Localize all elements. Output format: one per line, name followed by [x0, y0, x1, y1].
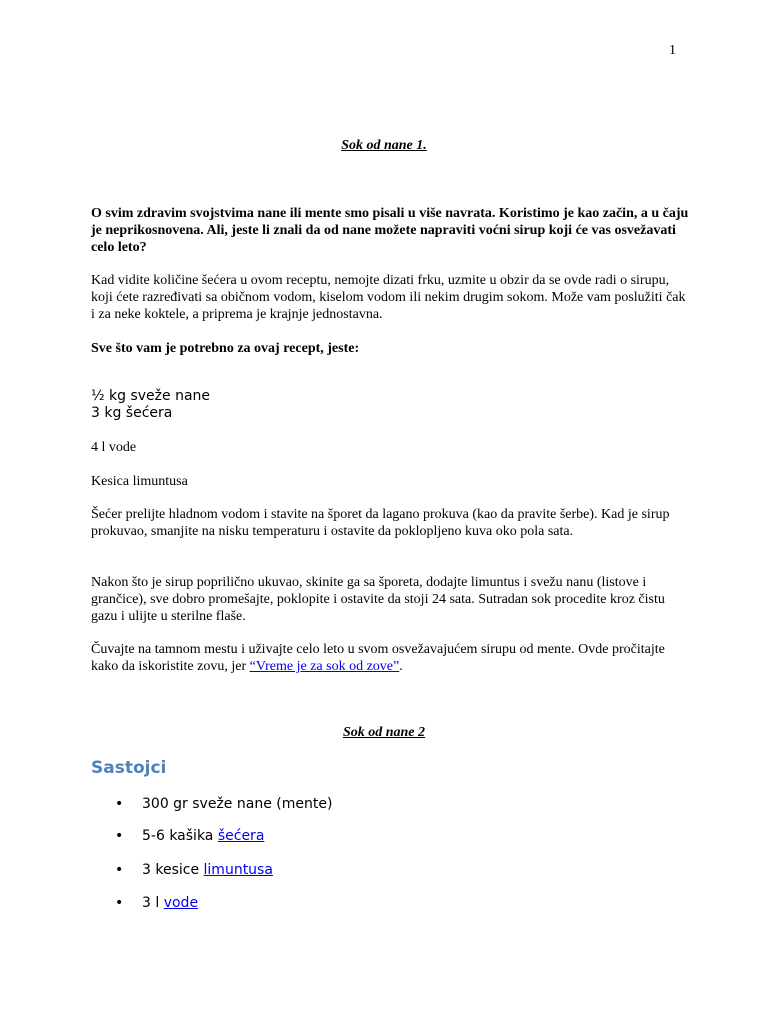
section2-title: Sok od nane 2 [342, 725, 426, 740]
ingredient-text: 3 kesice [142, 862, 204, 878]
paragraph-storage [91, 641, 691, 675]
list-item [115, 862, 273, 879]
citric-acid-link[interactable]: limuntusa [203, 862, 273, 878]
ingredient-text: 5-6 kašika [142, 828, 218, 844]
storage-text: Čuvajte na tamnom mestu i uživajte celo leto u svom osvežavajućem sirupu od mente. Ovde pročitajte kako da iskoristite zovu, jer [91, 642, 665, 674]
ingredient-water: 4 l vode [91, 440, 137, 455]
paragraph-boil: Šećer prelijte hladnom vodom i stavite na šporet da lagano prokuva (kao da pravite šerbe). Kad je sirup prokuvao, smanjite na nisku temperaturu i ostavite da poklopljeno kuva oko pola sata. [91, 507, 670, 539]
bullet-icon: • [115, 828, 124, 844]
ingredient-mint: ½ kg sveže nane [91, 388, 211, 404]
ingredient-text: 3 l [142, 895, 164, 911]
storage-text-end: . [399, 659, 403, 674]
list-item [115, 895, 198, 912]
bullet-icon: • [115, 796, 124, 812]
needed-heading: Sve što vam je potrebno za ovaj recept, jeste: [91, 341, 360, 356]
paragraph-sugar-note: Kad vidite količine šećera u ovom receptu, nemojte dizati frku, uzmite u obzir da se ovde radi o sirupu, koji ćete razređivati sa običnom vodom, kiselom vodom ili nekim drugim sokom. Može vam poslužiti čak i za neke koktele, a priprema je krajnje jednostavna. [91, 273, 686, 322]
paragraph-strain: Nakon što je sirup poprilično ukuvao, skinite ga sa šporeta, dodajte limuntus i svežu nanu (listove i grančice), sve dobro promešajte, poklopite i ostavite da stoji 24 sata. Sutradan sok procedite kroz čistu gazu i ulijte u sterilne flaše. [91, 575, 665, 624]
list-item [115, 828, 264, 845]
elderflower-link[interactable]: “Vreme je za sok od zove” [249, 659, 400, 674]
bullet-icon: • [115, 862, 124, 878]
ingredient-text: 300 gr sveže nane (mente) [142, 796, 333, 812]
ingredients-heading: Sastojci [91, 758, 167, 778]
list-item [115, 796, 332, 813]
ingredient-citric-acid: Kesica limuntusa [91, 474, 188, 489]
intro-paragraph: O svim zdravim svojstvima nane ili mente smo pisali u više navrata. Koristimo je kao začin, a u čaju je neprikosnovena. Ali, jeste li znali da od nane možete napraviti voćni sirup koji će vas osvežavati celo leto? [91, 206, 689, 255]
bullet-icon: • [115, 895, 124, 911]
water-link[interactable]: vode [163, 895, 199, 911]
sugar-link[interactable]: šećera [217, 828, 265, 844]
ingredient-sugar: 3 kg šećera [91, 405, 173, 421]
page-number: 1 [669, 43, 676, 58]
section1-title: Sok od nane 1. [341, 138, 427, 153]
